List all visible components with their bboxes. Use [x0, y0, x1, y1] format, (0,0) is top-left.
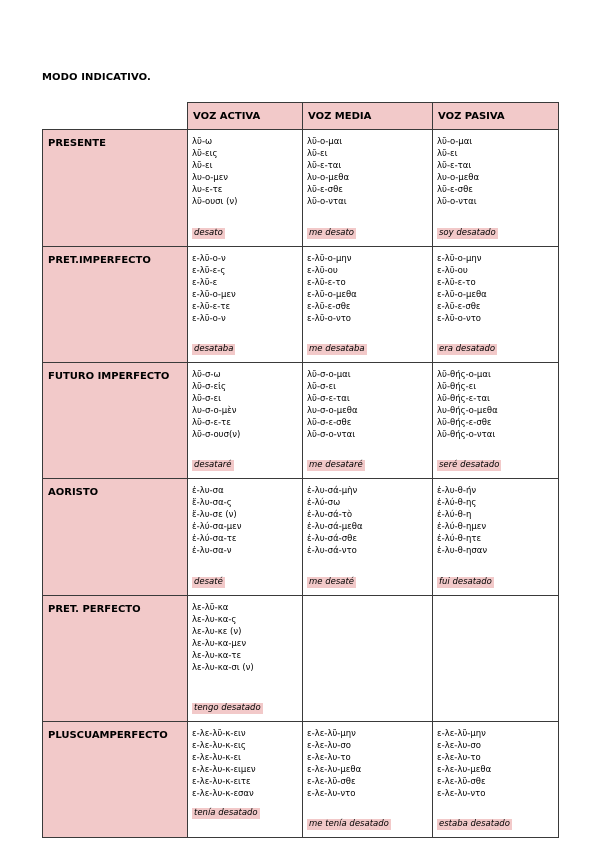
- verb-form: ε-λῦ-ε-σθε: [307, 302, 351, 312]
- tense-label: PRET.IMPERFECTO: [43, 247, 188, 363]
- translation-label: fui desatado: [439, 577, 492, 587]
- verb-form: ἐ-λυ-σά-σθε: [307, 534, 357, 544]
- verb-form: λῦ-εις: [192, 149, 218, 159]
- translation-label: desaté: [194, 577, 223, 587]
- verb-form: λῦ-θής-ει: [437, 382, 477, 392]
- verb-form: λε-λῦ-κα: [192, 603, 229, 613]
- translation-label: era desatado: [439, 344, 496, 354]
- verb-forms: [437, 369, 558, 441]
- tense-row: [43, 722, 559, 838]
- verb-form: λῦ-σ-ο-νται: [307, 430, 356, 440]
- verb-form: ε-λῦ-ο-μην: [307, 254, 352, 264]
- conjugation-cell: [433, 130, 559, 247]
- verb-form: ε-λῦ-ου: [437, 266, 468, 276]
- verb-form: λῦ-σ-ει: [192, 394, 221, 404]
- conjugation-cell: [303, 363, 433, 479]
- verb-form: λῦ-σ-εἰς: [192, 382, 226, 392]
- verb-form: λῦ-σ-ε-ται: [307, 394, 350, 404]
- verb-forms: [192, 136, 302, 208]
- conjugation-cell: [303, 130, 433, 247]
- header-voz-pasiva: VOZ PASIVA: [433, 103, 559, 130]
- verb-form: ἔ-λυ-σα-ς: [192, 498, 232, 508]
- verb-form: ε-λῦ-ο-μεθα: [437, 290, 487, 300]
- verb-form: λυ-ο-μεθα: [307, 173, 350, 183]
- verb-form: ε-λῦ-ε-σθε: [437, 302, 481, 312]
- verb-form: ε-λῦ-ε-το: [307, 278, 346, 288]
- translation-label: me desaté: [309, 577, 355, 587]
- verb-form: ε-λῦ-ο-μην: [437, 254, 482, 264]
- verb-form: λῦ-σ-ω: [192, 370, 221, 380]
- verb-form: ἐ-λύ-θ-η: [437, 510, 472, 520]
- verb-form: ε-λῦ-ο-ντο: [437, 314, 482, 324]
- verb-form: ἐ-λυ-σά-ντο: [307, 546, 357, 556]
- tense-row: [43, 596, 559, 722]
- verb-form: ἔ-λυ-σε (ν): [192, 510, 237, 520]
- conjugation-cell: [433, 722, 559, 838]
- verb-forms: [307, 136, 432, 208]
- verb-form: ε-λε-λυ-κ-εσαν: [192, 789, 254, 799]
- conjugation-cell: [303, 479, 433, 596]
- translation-label: me desataba: [309, 344, 365, 354]
- verb-forms: [307, 728, 432, 800]
- verb-form: ἐ-λυ-σά-τὸ: [307, 510, 353, 520]
- verb-form: ἐ-λύ-σα-τε: [192, 534, 237, 544]
- conjugation-cell: [188, 722, 303, 838]
- verb-form: ε-λῦ-ου: [307, 266, 338, 276]
- verb-form: ε-λε-λῦ-μην: [307, 729, 356, 739]
- verb-form: ἐ-λυ-σα: [192, 486, 224, 496]
- verb-form: ε-λῦ-ε-τε: [192, 302, 231, 312]
- verb-forms: [192, 369, 302, 441]
- verb-form: ε-λε-λυ-ντο: [307, 789, 356, 799]
- verb-form: λῦ-ε-ται: [437, 161, 472, 171]
- verb-form: λῦ-σ-ει: [307, 382, 336, 392]
- verb-forms: [192, 602, 302, 674]
- verb-form: λυ-ο-μεθα: [437, 173, 480, 183]
- verb-form: λε-λυ-κα-τε: [192, 651, 242, 661]
- verb-form: λῦ-ο-μαι: [437, 137, 473, 147]
- verb-form: ε-λε-λυ-ντο: [437, 789, 486, 799]
- verb-form: λε-λυ-κα-σι (ν): [192, 663, 254, 673]
- translation-label: desataré: [194, 460, 232, 470]
- conjugation-cell: [188, 363, 303, 479]
- translation-label: desataba: [194, 344, 234, 354]
- verb-forms: [192, 485, 302, 557]
- verb-forms: [307, 253, 432, 325]
- verb-form: λῦ-θής-ο-μαι: [437, 370, 491, 380]
- conjugation-cell: [188, 247, 303, 363]
- translation-label: tenía desatado: [194, 808, 258, 818]
- tense-label: PRET. PERFECTO: [43, 596, 188, 722]
- verb-form: ἐ-λύ-σω: [307, 498, 341, 508]
- tense-row: [43, 479, 559, 596]
- verb-form: λῦ-ε-σθε: [307, 185, 343, 195]
- verb-forms: [437, 136, 558, 208]
- tense-label: AORISTO: [43, 479, 188, 596]
- verb-form: λυ-σ-ο-μεθα: [307, 406, 358, 416]
- verb-form: ἐ-λύ-σα-μεν: [192, 522, 242, 532]
- verb-form: λῦ-θής-ε-ται: [437, 394, 490, 404]
- translation-label: seré desatado: [439, 460, 500, 470]
- verb-form: ἐ-λυ-σά-μὴν: [307, 486, 358, 496]
- verb-form: ε-λῦ-ο-μεθα: [307, 290, 357, 300]
- verb-form: ε-λε-λυ-κ-εις: [192, 741, 246, 751]
- translation-label: me tenía desatado: [309, 819, 389, 829]
- verb-form: ἐ-λύ-θ-ης: [437, 498, 477, 508]
- verb-form: ε-λε-λυ-μεθα: [307, 765, 362, 775]
- verb-form: ἐ-λυ-σα-ν: [192, 546, 232, 556]
- verb-form: ε-λε-λῦ-σθε: [437, 777, 486, 787]
- verb-form: λυ-ο-μεν: [192, 173, 229, 183]
- verb-form: ε-λῦ-ε-το: [437, 278, 476, 288]
- verb-forms: [192, 253, 302, 325]
- verb-form: λῦ-ουσι (ν): [192, 197, 238, 207]
- verb-form: ε-λε-λυ-κ-ει: [192, 753, 241, 763]
- verb-form: λῦ-ε-σθε: [437, 185, 473, 195]
- verb-form: λυ-ε-τε: [192, 185, 223, 195]
- verb-form: ε-λε-λυ-το: [307, 753, 351, 763]
- verb-form: ε-λε-λυ-το: [437, 753, 481, 763]
- verb-forms: [437, 728, 558, 800]
- verb-form: ε-λῦ-ε-ς: [192, 266, 226, 276]
- verb-form: ε-λε-λυ-κ-ειτε: [192, 777, 251, 787]
- conjugation-cell: [303, 596, 433, 722]
- verb-form: λῦ-ει: [192, 161, 213, 171]
- verb-form: ἐ-λύ-θ-ημεν: [437, 522, 487, 532]
- tense-row: [43, 363, 559, 479]
- verb-form: λῦ-σ-ε-τε: [192, 418, 231, 428]
- verb-form: ἐ-λυ-σά-μεθα: [307, 522, 363, 532]
- tense-row: [43, 130, 559, 247]
- verb-form: λῦ-ω: [192, 137, 213, 147]
- verb-form: ἐ-λύ-θ-ητε: [437, 534, 482, 544]
- verb-forms: [437, 485, 558, 557]
- translation-label: tengo desatado: [194, 703, 261, 713]
- verb-form: λῦ-ει: [307, 149, 328, 159]
- verb-form: λῦ-ο-νται: [437, 197, 477, 207]
- conjugation-cell: [433, 596, 559, 722]
- verb-form: λῦ-σ-ουσ(ν): [192, 430, 241, 440]
- verb-form: λε-λυ-κα-μεν: [192, 639, 247, 649]
- translation-label: me desato: [309, 228, 355, 238]
- conjugation-table: [42, 102, 559, 838]
- verb-form: ε-λε-λυ-μεθα: [437, 765, 492, 775]
- header-row: [43, 103, 559, 130]
- verb-form: ε-λῦ-ο-ν: [192, 314, 226, 324]
- verb-form: λυ-θής-ο-μεθα: [437, 406, 498, 416]
- verb-form: ε-λε-λῦ-σθε: [307, 777, 356, 787]
- conjugation-cell: [303, 247, 433, 363]
- translation-label: desato: [194, 228, 223, 238]
- translation-label: soy desatado: [439, 228, 496, 238]
- verb-forms: [192, 728, 302, 800]
- conjugation-cell: [303, 722, 433, 838]
- tense-label: PRESENTE: [43, 130, 188, 247]
- verb-forms: [307, 485, 432, 557]
- verb-form: ἐ-λυ-θ-ήν: [437, 486, 477, 496]
- verb-form: λῦ-θής-ε-σθε: [437, 418, 492, 428]
- verb-form: ε-λε-λυ-κ-ειμεν: [192, 765, 256, 775]
- verb-form: ε-λε-λυ-σο: [437, 741, 481, 751]
- verb-form: λυ-σ-ο-μὲν: [192, 406, 237, 416]
- verb-form: λῦ-ε-ται: [307, 161, 342, 171]
- verb-form: ε-λῦ-ο-ντο: [307, 314, 352, 324]
- verb-form: λῦ-ο-νται: [307, 197, 347, 207]
- conjugation-cell: [188, 479, 303, 596]
- conjugation-cell: [433, 479, 559, 596]
- tense-label: FUTURO IMPERFECTO: [43, 363, 188, 479]
- verb-form: ε-λε-λυ-σο: [307, 741, 351, 751]
- verb-form: λῦ-θής-ο-νται: [437, 430, 496, 440]
- verb-form: ε-λε-λῦ-μην: [437, 729, 486, 739]
- verb-form: λῦ-ο-μαι: [307, 137, 343, 147]
- verb-forms: [437, 253, 558, 325]
- verb-form: ἐ-λυ-θ-ησαν: [437, 546, 488, 556]
- verb-form: ε-λῦ-ε: [192, 278, 218, 288]
- verb-form: λῦ-σ-ε-σθε: [307, 418, 352, 428]
- translation-label: me desataré: [309, 460, 363, 470]
- tense-row: [43, 247, 559, 363]
- tense-label: PLUSCUAMPERFECTO: [43, 722, 188, 838]
- header-voz-activa: VOZ ACTIVA: [188, 103, 303, 130]
- verb-form: ε-λῦ-ο-ν: [192, 254, 226, 264]
- verb-form: ε-λε-λῦ-κ-ειν: [192, 729, 246, 739]
- blank-corner-cell: [43, 103, 188, 130]
- conjugation-cell: [433, 247, 559, 363]
- verb-form: λε-λυ-κε (ν): [192, 627, 242, 637]
- conjugation-cell: [433, 363, 559, 479]
- verb-form: ε-λῦ-ο-μεν: [192, 290, 236, 300]
- header-voz-media: VOZ MEDIA: [303, 103, 433, 130]
- verb-form: λῦ-ει: [437, 149, 458, 159]
- page-title: MODO INDICATIVO.: [42, 72, 151, 83]
- verb-form: λε-λυ-κα-ς: [192, 615, 237, 625]
- translation-label: estaba desatado: [439, 819, 510, 829]
- conjugation-cell: [188, 130, 303, 247]
- conjugation-cell: [188, 596, 303, 722]
- verb-forms: [307, 369, 432, 441]
- verb-form: λῦ-σ-ο-μαι: [307, 370, 351, 380]
